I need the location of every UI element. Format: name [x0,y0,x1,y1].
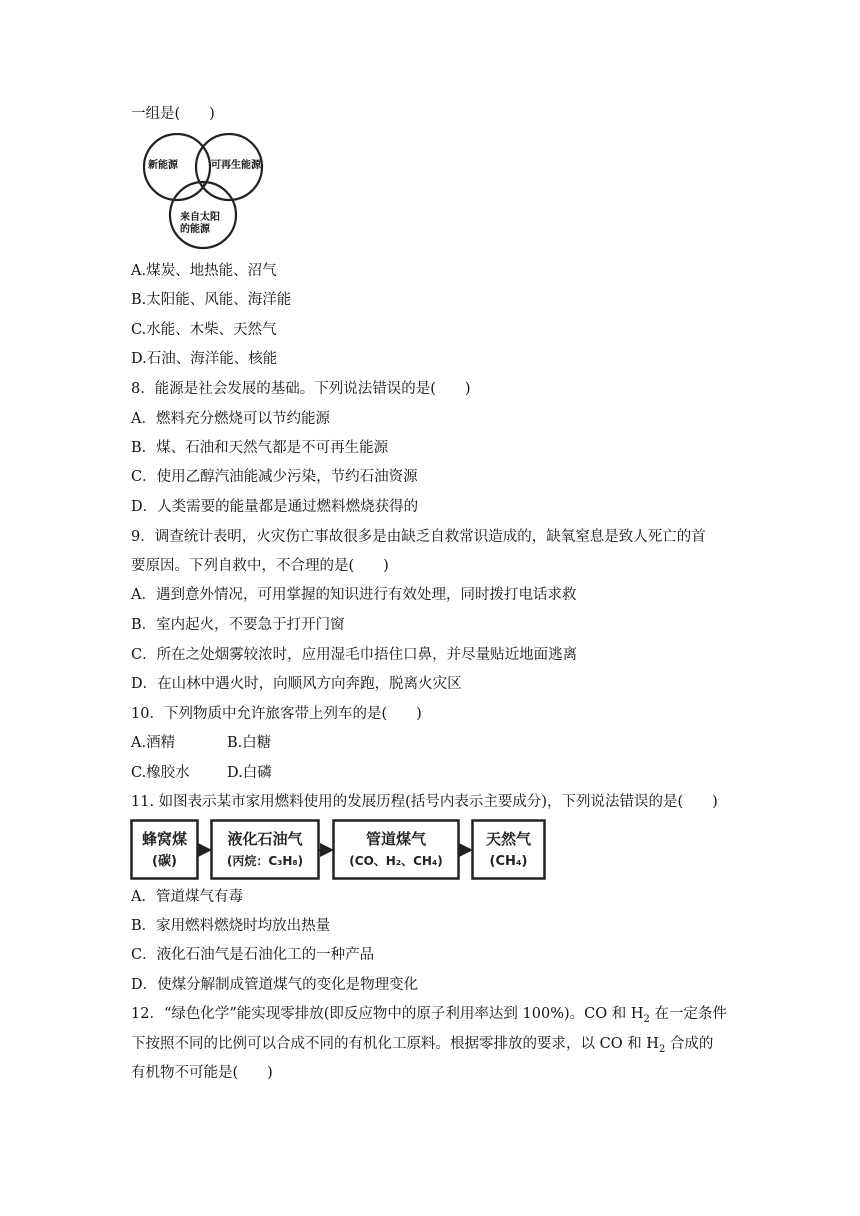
q12-line2-text-a: 下按照不同的比例可以合成不同的有机化工原料。根据零排放的要求，以 CO 和 H [131,1036,659,1052]
q7-option-a: A.煤炭、地热能、沼气 [131,263,277,279]
q10-options-row2 [131,763,272,783]
flow-comp-4: (CH₄) [489,854,528,869]
flow-comp-3: (CO、H₂、CH₄) [349,854,443,868]
q9-option-c: C．所在之处烟雾较浓时，应用湿毛巾捂住口鼻，并尽量贴近地面逃离 [131,647,578,663]
venn-label-new-energy: 新能源 [148,160,178,171]
q9-option-d: D．在山林中遇火时，向顺风方向奔跑，脱离火灾区 [131,676,462,692]
q12-line1-text-b: 在一定条件 [649,1006,727,1022]
q7-option-b: B.太阳能、风能、海洋能 [131,292,292,308]
q10-option-d: D.白磷 [227,765,272,781]
flow-name-1: 蜂窝煤 [141,830,188,848]
q10-option-a: A.酒精 [131,735,176,751]
q8-option-a: A．燃料充分燃烧可以节约能源 [131,411,330,427]
q12-line3: 有机物不可能是( ) [131,1065,273,1081]
fuel-flow-diagram [130,819,546,881]
flow-comp-1: (碳) [152,854,177,869]
q10-option-c: C.橡胶水 [131,765,190,781]
venn-label-solar-2: 的能源 [180,224,210,235]
venn-diagram [131,133,277,251]
flow-comp-2: (丙烷：C₃H₈) [226,854,304,868]
q9-stem-line2: 要原因。下列自救中，不合理的是( ) [131,558,389,574]
flow-name-4: 天然气 [485,830,532,848]
q8-option-b: B．煤、石油和天然气都是不可再生能源 [131,440,389,456]
q9-option-b: B．室内起火，不要急于打开门窗 [131,617,345,633]
q8-option-c: C．使用乙醇汽油能减少污染，节约石油资源 [131,469,418,485]
q8-option-d: D．人类需要的能量都是通过燃料燃烧获得的 [131,499,419,515]
q10-option-b: B.白糖 [227,735,272,751]
q12-line2 [131,1034,713,1054]
q11-option-c: C．液化石油气是石油化工的一种产品 [131,947,375,963]
q9-stem-line1: 9．调查统计表明，火灾伤亡事故很多是由缺乏自救常识造成的，缺氧窒息是致人死亡的首 [131,529,706,545]
venn-label-solar-1: 来自太阳 [180,212,220,223]
q11-option-d: D．使煤分解制成管道煤气的变化是物理变化 [131,977,419,993]
q12-line1 [131,1004,727,1024]
q7-option-c: C.水能、木柴、天然气 [131,322,277,338]
q9-option-a: A．遇到意外情况，可用掌握的知识进行有效处理，同时拨打电话求救 [131,587,577,603]
venn-label-renewable: 可再生能源 [211,160,261,171]
q11-option-a: A．管道煤气有毒 [131,889,243,905]
q7-option-d: D.石油、海洋能、核能 [131,351,278,367]
q12-line2-sub: 2 [658,1043,666,1055]
flow-name-3: 管道煤气 [365,830,427,848]
q7-stem-end: 一组是( ) [131,106,215,122]
q12-line1-text-a: 12．“绿色化学”能实现零排放(即反应物中的原子利用率达到 100%)。CO 和 H [131,1006,644,1022]
q10-stem: 10．下列物质中允许旅客带上列车的是( ) [131,706,422,722]
q8-stem: 8．能源是社会发展的基础。下列说法错误的是( ) [131,381,471,397]
q11-option-b: B．家用燃料燃烧时均放出热量 [131,918,331,934]
q12-line2-text-b: 合成的 [665,1036,714,1052]
flow-name-2: 液化石油气 [227,830,303,848]
q12-line1-sub: 2 [643,1013,650,1025]
q10-options-row1 [131,733,271,753]
q11-stem: 11. 如图表示某市家用燃料使用的发展历程(括号内表示主要成分)，下列说法错误的是( ) [131,794,718,810]
